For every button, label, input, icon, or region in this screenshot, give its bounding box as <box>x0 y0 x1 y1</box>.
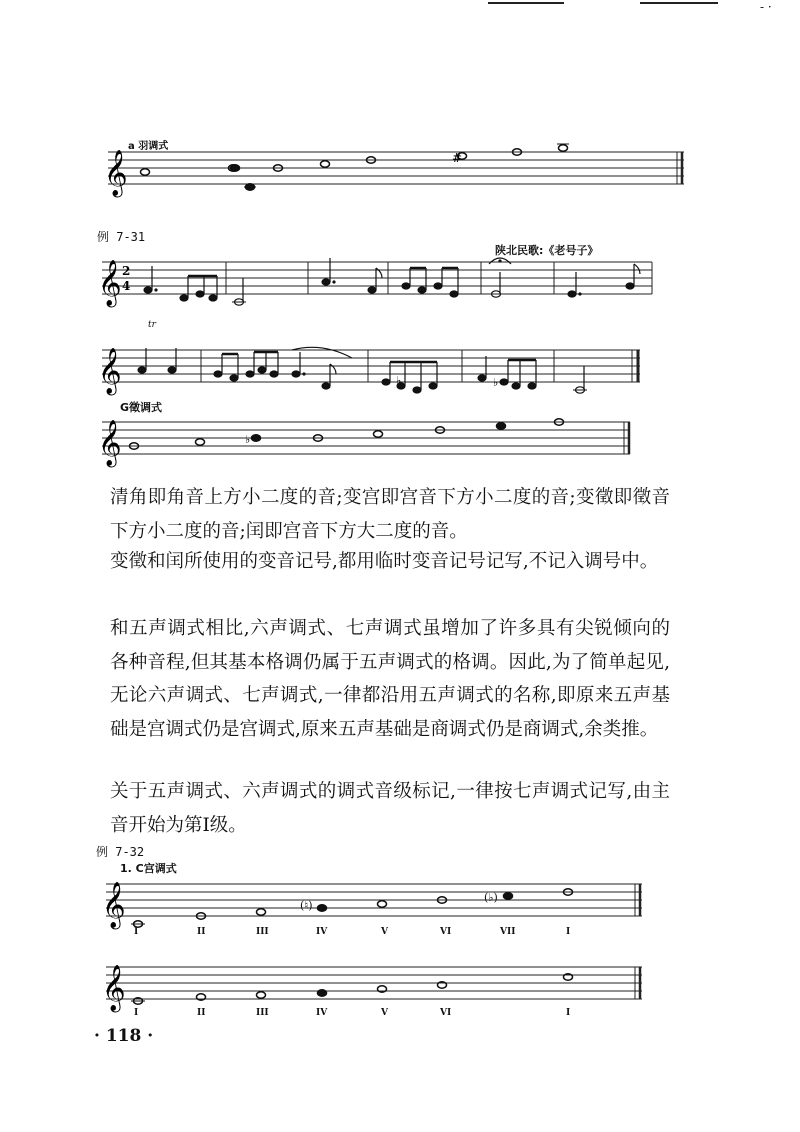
degree-label: IV <box>316 1008 328 1018</box>
staff-c-gong-row2 <box>100 955 645 1013</box>
degree-label: V <box>381 927 388 937</box>
staff-ex-7-31-row1 <box>96 248 656 312</box>
flat-paren: (♭) <box>484 891 498 904</box>
paragraph-4: 关于五声调式、六声调式的调式音级标记,一律按七声调式记写,由主音开始为第Ⅰ级。 <box>110 781 670 836</box>
degree-label: I <box>134 1008 139 1018</box>
degree-label: VI <box>440 927 452 937</box>
degree-label: VI <box>440 1008 452 1018</box>
svg-text:𝄞: 𝄞 <box>104 150 128 196</box>
degree-label: V <box>381 1008 388 1018</box>
staff-c-gong-row1 <box>100 872 645 930</box>
header-rule-right <box>640 2 718 4</box>
svg-text:𝄞: 𝄞 <box>102 965 126 1011</box>
degree-label: II <box>197 927 206 937</box>
ornament-mark: tr <box>148 320 156 330</box>
time-sig-top: 2 <box>122 264 131 278</box>
svg-text:♭: ♭ <box>245 433 251 446</box>
svg-text:♭: ♭ <box>396 374 402 387</box>
example-label-7-32: 例 7-32 <box>96 845 145 859</box>
scale-title-g-zhi: G徵调式 <box>120 401 163 414</box>
staff-a-yu <box>100 140 690 200</box>
staff-g-zhi <box>96 410 636 470</box>
staff-ex-7-31-row2 <box>96 336 656 400</box>
svg-text:𝄞: 𝄞 <box>98 348 122 394</box>
degree-label: I <box>134 927 139 937</box>
paragraph-2: 变徵和闰所使用的变音记号,都用临时变音记号记写,不记入调号中。 <box>110 551 659 572</box>
header-rule-left <box>488 2 564 4</box>
svg-text:♭: ♭ <box>493 376 499 389</box>
svg-text:#: # <box>452 151 463 165</box>
degree-label: III <box>256 1008 269 1018</box>
svg-text:𝄞: 𝄞 <box>98 420 122 466</box>
example-label-7-31: 例 7-31 <box>97 230 146 244</box>
time-sig-bottom: 4 <box>122 279 131 293</box>
degree-label: I <box>566 927 571 937</box>
svg-text:𝄞: 𝄞 <box>102 882 126 928</box>
degree-label: IV <box>316 927 328 937</box>
degree-label: VII <box>500 927 516 937</box>
page-number: · 118 · <box>94 1026 154 1046</box>
degree-label: II <box>197 1008 206 1018</box>
scale-title-a-yu: a 羽调式 <box>128 141 169 152</box>
scale-title-c-gong: 1. C宫调式 <box>120 862 177 875</box>
svg-text:𝄞: 𝄞 <box>98 260 122 306</box>
paragraph-3: 和五声调式相比,六声调式、七声调式虽增加了许多具有尖锐倾向的各种音程,但其基本格调仍属于五声调式的格调。因此,为了简单起见,无论六声调式、七声调式,一律都沿用五声调式的名称,即原来五声基础是宫调式仍是宫调式,原来五声基础是商调式仍是商调式,余类推。 <box>110 618 670 740</box>
paragraph-1: 清角即角音上方小二度的音;变宫即宫音下方小二度的音;变徵即徵音下方小二度的音;闰即宫音下方大二度的音。 <box>110 487 670 542</box>
header-dash: - · <box>760 0 772 14</box>
natural-paren: (♮) <box>300 899 313 912</box>
degree-label: III <box>256 927 269 937</box>
degree-label: I <box>566 1008 571 1018</box>
song-source: 陕北民歌:《老号子》 <box>495 244 599 257</box>
